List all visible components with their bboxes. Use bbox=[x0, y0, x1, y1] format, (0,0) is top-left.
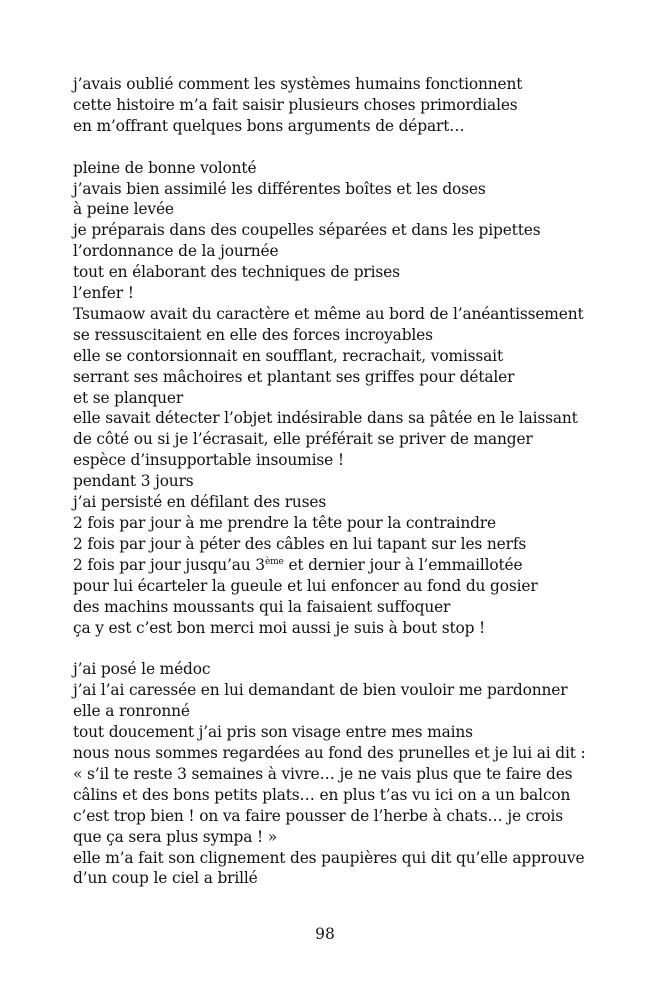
text-line: espèce d’insupportable insoumise ! bbox=[73, 451, 344, 470]
text-line: d’un coup le ciel a brillé bbox=[73, 869, 258, 888]
text-line: j’avais bien assimilé les différentes boîtes et les doses bbox=[73, 179, 486, 198]
text-line: des machins moussants qui la faisaient suffoquer bbox=[73, 597, 451, 616]
page-number: 98 bbox=[315, 925, 335, 943]
text-line: elle a ronronné bbox=[73, 702, 190, 721]
text-line: ça y est c’est bon merci moi aussi je suis à bout stop ! bbox=[73, 618, 486, 637]
text-line-with-superscript bbox=[73, 555, 633, 576]
text-line: en m’offrant quelques bons arguments de départ… bbox=[73, 116, 465, 135]
text-line: que ça sera plus sympa ! » bbox=[73, 827, 278, 846]
text-line: j’avais oublié comment les systèmes humains fonctionnent bbox=[73, 75, 523, 93]
text-line: pendant 3 jours bbox=[73, 472, 194, 491]
body-text bbox=[73, 74, 633, 889]
text-line: cette histoire m’a fait saisir plusieurs choses primordiales bbox=[73, 95, 518, 114]
stanza-break bbox=[73, 137, 633, 158]
text-line: à peine levée bbox=[73, 200, 174, 219]
text-line: elle m’a fait son clignement des paupières qui dit qu’elle approuve bbox=[73, 848, 585, 867]
text-line: de côté ou si je l’écrasait, elle préférait se priver de manger bbox=[73, 430, 533, 449]
text-line: « s’il te reste 3 semaines à vivre… je ne vais plus que te faire des bbox=[73, 764, 573, 783]
stanza-break bbox=[73, 638, 633, 659]
text-line: elle savait détecter l’objet indésirable dans sa pâtée en le laissant bbox=[73, 409, 578, 428]
text-line: c’est trop bien ! on va faire pousser de l’herbe à chats… je crois bbox=[73, 806, 564, 825]
text-line: je préparais dans des coupelles séparées et dans les pipettes bbox=[73, 221, 541, 240]
text-line: nous nous sommes regardées au fond des prunelles et je lui ai dit : bbox=[73, 743, 586, 762]
text-line: se ressuscitaient en elle des forces incroyables bbox=[73, 325, 433, 344]
text-line: j’ai l’ai caressée en lui demandant de bien vouloir me pardonner bbox=[73, 681, 568, 700]
text-line: et se planquer bbox=[73, 388, 184, 407]
text-line: pour lui écarteler la gueule et lui enfoncer au fond du gosier bbox=[73, 576, 538, 595]
text-line: 2 fois par jour à péter des câbles en lui tapant sur les nerfs bbox=[73, 534, 527, 553]
text-line: pleine de bonne volonté bbox=[73, 158, 257, 177]
text-line: Tsumaow avait du caractère et même au bord de l’anéantissement bbox=[73, 304, 584, 323]
text-line: 2 fois par jour à me prendre la tête pour la contraindre bbox=[73, 514, 496, 533]
text-fragment: 2 fois par jour jusqu’au 3 bbox=[73, 555, 265, 574]
text-fragment: et dernier jour à l’emmaillotée bbox=[283, 555, 523, 574]
text-line: serrant ses mâchoires et plantant ses griffes pour détaler bbox=[73, 367, 515, 386]
text-line: tout doucement j’ai pris son visage entre mes mains bbox=[73, 723, 473, 742]
text-line: j’ai persisté en défilant des ruses bbox=[73, 493, 327, 512]
text-line: l’ordonnance de la journée bbox=[73, 242, 279, 261]
text-line: elle se contorsionnait en soufflant, recrachait, vomissait bbox=[73, 346, 503, 365]
text-line: câlins et des bons petits plats… en plus t’as vu ici on a un balcon bbox=[73, 785, 571, 804]
text-line: tout en élaborant des techniques de prises bbox=[73, 263, 400, 282]
superscript: ème bbox=[264, 556, 284, 567]
text-line: j’ai posé le médoc bbox=[73, 660, 211, 679]
text-line: l’enfer ! bbox=[73, 284, 134, 303]
